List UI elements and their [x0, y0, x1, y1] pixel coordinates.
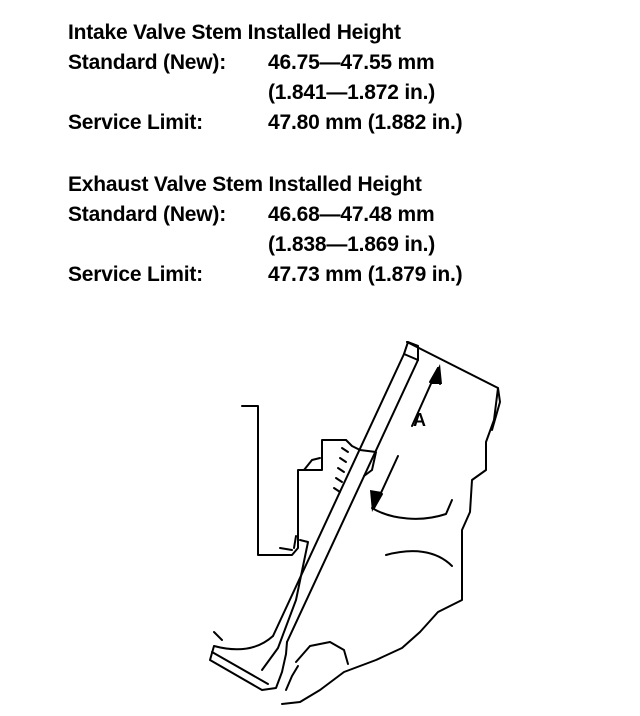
intake-limit-value: 47.80 mm (1.882 in.)	[268, 111, 463, 134]
exhaust-limit-label: Service Limit:	[68, 263, 203, 286]
exhaust-standard-label: Standard (New):	[68, 203, 227, 226]
exhaust-heading: Exhaust Valve Stem Installed Height	[68, 173, 422, 196]
valve-cross-section-diagram	[0, 330, 640, 716]
exhaust-limit-value: 47.73 mm (1.879 in.)	[268, 263, 463, 286]
intake-heading: Intake Valve Stem Installed Height	[68, 21, 401, 44]
dimension-label-a: A	[413, 410, 426, 430]
exhaust-standard-in: (1.838—1.869 in.)	[268, 233, 436, 256]
intake-standard-in: (1.841—1.872 in.)	[268, 81, 436, 104]
exhaust-standard-mm: 46.68—47.48 mm	[268, 203, 435, 226]
dimension-arrow-up-icon	[430, 364, 442, 384]
intake-standard-mm: 46.75—47.55 mm	[268, 51, 435, 74]
intake-limit-label: Service Limit:	[68, 111, 203, 134]
valve-head	[210, 632, 287, 690]
dimension-a-indicator	[374, 368, 440, 508]
intake-standard-label: Standard (New):	[68, 51, 227, 74]
dimension-arrow-down-icon	[370, 490, 382, 512]
cylinder-head-outline	[242, 342, 500, 704]
valve-stem	[273, 342, 418, 642]
